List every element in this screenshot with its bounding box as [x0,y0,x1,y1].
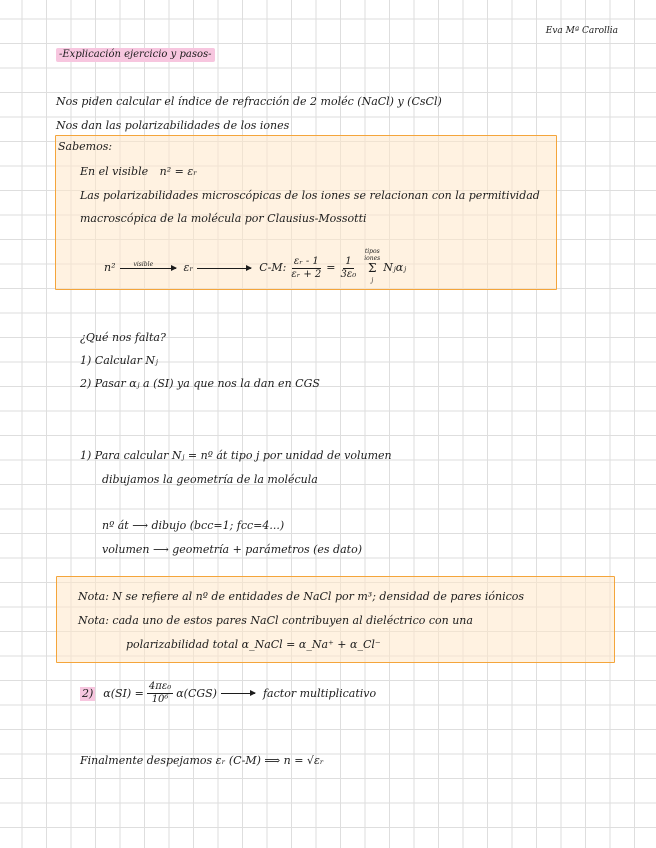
step1-line-1: 1) Para calcular Nⱼ = nº át tipo j por unidad de volumen [80,449,392,462]
intro-line-1: Nos piden calcular el índice de refracción de 2 moléc (NaCl) y (CsCl) [56,95,442,108]
sum-lower-index: j [371,277,374,284]
box1-line-polarizability: Las polarizabilidades microscópicas de los iones se relacionan con la permitividad [80,189,540,202]
formula-er: εᵣ [183,261,194,274]
note-line-1: Nota: N se refiere al nº de entidades de NaCl por m³; densidad de pares iónicos [78,590,525,603]
step1-line-2: dibujamos la geometría de la molécula [102,473,318,486]
intro-line-2: Nos dan las polarizabilidades de los iones [56,119,290,132]
step2-lhs: α(SI) = [103,686,144,700]
fraction-1-numerator: εᵣ - 1 [293,255,319,267]
visible-label: En el visible [80,165,149,178]
formula-fraction-1 [289,256,323,281]
arrow-label-visible: visible [133,260,154,268]
questions-heading: ¿Qué nos falta? [80,331,166,344]
note-line-2: Nota: cada uno de estos pares NaCl contribuyen al dieléctrico con una [78,614,473,627]
formula-tail: Nⱼαⱼ [383,261,407,274]
fraction-2-denominator: 3ε₀ [340,268,357,280]
step2-rhs: α(CGS) [176,686,217,700]
formula-arrow-2 [197,268,251,269]
page-title: -Explicación ejercicio y pasos- [56,48,215,62]
sum-upper-limit: tipos iones [364,248,381,262]
fraction-2-numerator: 1 [345,255,352,267]
formula-cm: C-M: [259,261,287,274]
step2-arrow [221,693,255,694]
conversion-numerator: 4πε₀ [148,681,172,692]
visible-equation: n² = εᵣ [159,165,198,178]
formula-n2: n² [104,261,116,274]
question-item-2: 2) Pasar αⱼ a (SI) ya que nos la dan en CGS [80,377,320,390]
box1-line-clausius: macroscópica de la molécula por Clausius-Mossotti [80,212,367,225]
author-name: Eva Mª Carollia [545,26,618,36]
sum-symbol: Σ [368,261,377,275]
step2-formula [80,681,376,706]
box1-heading: Sabemos: [58,140,113,153]
formula-fraction-2 [339,256,359,281]
formula-sum [363,248,381,288]
step2-label: 2) [82,686,94,700]
final-line: Finalmente despejamos εᵣ (C-M) ⟹ n = √εᵣ [80,754,324,767]
step1-line-volume: volumen ⟶ geometría + parámetros (es dato) [102,543,362,556]
formula-equals: = [326,261,336,274]
formula-arrow-1 [120,260,176,269]
note-line-3: polarizabilidad total α_NaCl = α_Na⁺ + α_Cl⁻ [126,638,381,651]
step2-tail: factor multiplicativo [262,686,377,700]
fraction-1-denominator: εᵣ + 2 [291,268,322,280]
conversion-fraction [147,681,173,706]
clausius-mossotti-formula [104,248,406,288]
box1-line-visible [80,165,197,179]
step1-line-atoms: nº át ⟶ dibujo (bcc=1; fcc=4...) [102,519,285,532]
question-item-1: 1) Calcular Nⱼ [80,354,158,367]
conversion-denominator: 10⁶ [151,694,169,705]
